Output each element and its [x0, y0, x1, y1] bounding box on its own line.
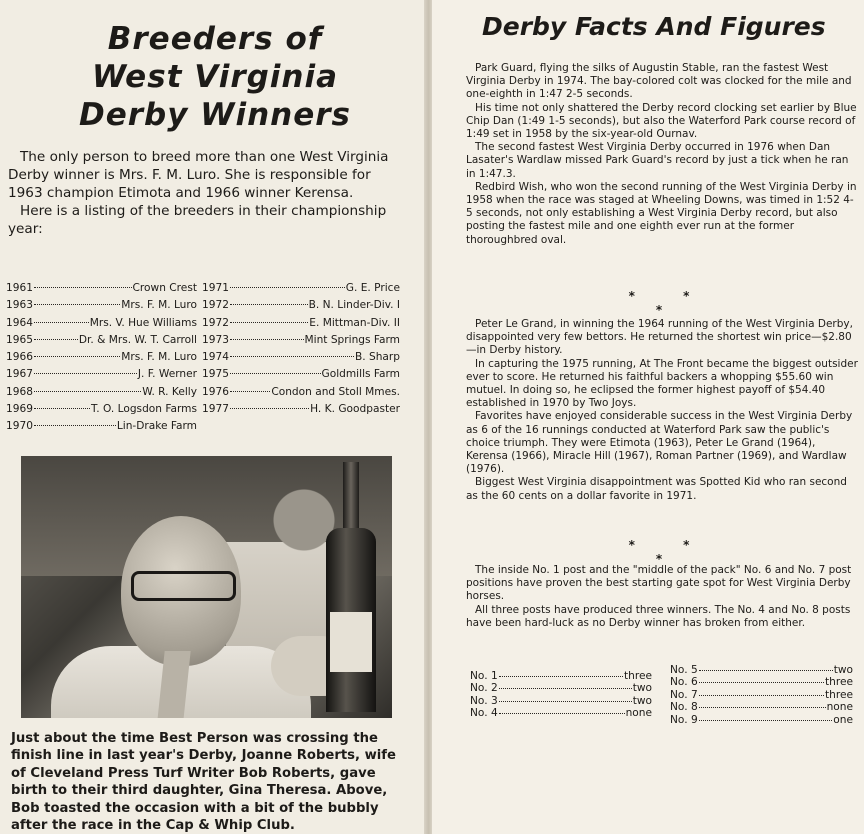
breeder-year: 1961 [6, 282, 33, 294]
title-line: Derby Winners [79, 97, 351, 133]
right-page-title: Derby Facts And Figures [482, 12, 826, 41]
breeder-year: 1963 [6, 299, 33, 312]
post-number: No. 5 [670, 664, 698, 676]
post-wins: three [623, 670, 652, 682]
list-item [470, 682, 652, 694]
post-number: No. 3 [470, 694, 498, 707]
intro-paragraph: Here is a listing of the breeders in their championship year: [8, 203, 387, 237]
intro-paragraph: The only person to breed more than one West Virginia Derby winner is Mrs. F. M. Luro. She is responsible for 1963 champion Etimota and 1966 winner Kerensa. [8, 149, 389, 201]
breeder-year: 1968 [6, 385, 33, 398]
section-divider: * * * [628, 289, 712, 317]
champagne-bottle [326, 462, 376, 712]
list-item [6, 384, 197, 401]
paragraph: In capturing the 1975 running, At The Front became the biggest outsider ever to score. He returned his faithful backers a whopping $55.60 win mutuel. In doing so, he eclipsed the former highest payoff of $54.40 established in 1970 by Two Joys. [466, 357, 858, 410]
post-number: No. 8 [670, 701, 698, 714]
breeder-name: T. O. Logsdon Farms [91, 403, 197, 416]
breeder-year: 1969 [6, 403, 33, 416]
post-number: No. 9 [670, 713, 698, 726]
paragraph: Favorites have enjoyed considerable success in the West Virginia Derby as 6 of the 16 runnings conducted at Waterford Park saw the public's choice triumph. They were Etimota (1963), Peter Le Grand (1964), Kerensa (1966), Miracle Hill (1967), Roman Partner (1969), and Wardlaw (1976). [466, 410, 853, 476]
paragraph: All three posts have produced three winners. The No. 4 and No. 8 posts have been hard-luck as no Derby winner has broken from either. [466, 603, 851, 629]
list-item [202, 280, 400, 297]
breeder-name: Mrs. V. Hue Williams [89, 316, 197, 329]
post-number: No. 2 [470, 682, 498, 695]
breeder-year: 1970 [6, 420, 33, 433]
paragraph: Redbird Wish, who won the second running of the West Virginia Derby in 1958 when the race was staged at Wheeling Downs, was timed in 1:52 4-5 seconds, not only establishing a West Virginia Derby record, but also posting the fastest mile and one eighth ever run at the former thoroughbred oval. [466, 180, 857, 246]
breeders-column-1 [6, 280, 197, 436]
list-item [6, 349, 197, 366]
post-wins: two [632, 682, 652, 695]
breeder-year: 1965 [6, 333, 33, 346]
breeder-year: 1976 [202, 385, 229, 398]
post-wins: three [824, 688, 853, 701]
list-item [202, 315, 400, 332]
breeder-name: Lin-Drake Farm [116, 420, 197, 433]
breeder-name: Mrs. F. M. Luro [121, 351, 197, 364]
breeders-column-2 [202, 280, 400, 418]
list-item [6, 297, 197, 314]
post-wins: one [833, 713, 853, 726]
list-item [6, 280, 197, 297]
breeder-year: 1972 [202, 316, 229, 329]
right-page [432, 0, 864, 834]
celebration-photo [21, 456, 392, 718]
breeder-name: Mrs. F. M. Luro [121, 299, 197, 312]
list-item [670, 676, 853, 688]
post-number: No. 1 [470, 670, 498, 682]
list-item [202, 384, 400, 401]
list-item [202, 297, 400, 314]
post-wins: two [833, 664, 853, 676]
breeder-name: G. E. Price [345, 282, 400, 294]
intro-text [8, 148, 396, 238]
breeder-name: E. Mittman-Div. II [309, 316, 400, 329]
breeder-year: 1972 [202, 299, 229, 312]
list-item [470, 670, 652, 682]
breeder-name: B. Sharp [354, 351, 400, 364]
list-item [670, 689, 853, 701]
left-page [0, 0, 426, 834]
post-number: No. 4 [470, 707, 498, 720]
paragraph: The second fastest West Virginia Derby occurred in 1976 when Dan Lasater's Wardlaw missed Park Guard's record by just a tick when he ran in 1:47.3. [466, 141, 849, 180]
paragraph: Peter Le Grand, in winning the 1964 running of the West Virginia Derby, disappointed very few bettors. He returned the shortest win price—$2.80—in Derby history. [466, 318, 853, 357]
breeder-year: 1967 [6, 368, 33, 381]
page-title [20, 20, 410, 134]
section-divider: * * * [628, 538, 712, 566]
breeder-name: Dr. & Mrs. W. T. Carroll [78, 333, 197, 346]
posts-column-2 [670, 664, 853, 726]
post-wins: none [625, 707, 652, 720]
paragraph: The inside No. 1 post and the "middle of the pack" No. 6 and No. 7 post positions have proven the best starting gate spot for West Virginia Derby horses. [466, 564, 852, 603]
breeder-name: Crown Crest [132, 282, 197, 294]
list-item [6, 401, 197, 418]
breeder-year: 1966 [6, 351, 33, 364]
posts-column-1 [470, 670, 652, 720]
list-item [670, 714, 853, 726]
post-wins: three [824, 676, 853, 689]
section-post-positions [466, 564, 858, 630]
breeder-name: Mint Springs Farm [304, 333, 400, 346]
post-number: No. 6 [670, 676, 698, 689]
list-item [670, 701, 853, 713]
post-wins: two [632, 694, 652, 707]
title-line: West Virginia [91, 59, 339, 95]
bottle-label [330, 612, 372, 672]
list-item [670, 664, 853, 676]
eyeglasses [131, 571, 236, 601]
list-item [470, 707, 652, 719]
breeder-year: 1964 [6, 316, 33, 329]
section-fastest-derby [466, 62, 858, 247]
breeder-name: H. K. Goodpaster [310, 403, 400, 416]
photo-caption: Just about the time Best Person was crossing the finish line in last year's Derby, Joanne Roberts, wife of Cleveland Press Turf Writer Bob Roberts, gave birth to their third daughter, Gina Theresa. Above, Bob toasted the occasion with a bit of the bubbly after the race in the Cap & Whip Club. [11, 731, 396, 834]
post-number: No. 7 [670, 688, 698, 701]
list-item [470, 695, 652, 707]
breeder-year: 1974 [202, 351, 229, 364]
list-item [6, 332, 197, 349]
list-item [6, 366, 197, 383]
list-item [202, 366, 400, 383]
breeder-year: 1977 [202, 403, 229, 416]
list-item [6, 418, 197, 435]
breeder-name: W. R. Kelly [142, 385, 197, 398]
breeder-year: 1971 [202, 282, 229, 294]
breeder-year: 1973 [202, 333, 229, 346]
paragraph: His time not only shattered the Derby record clocking set earlier by Blue Chip Dan (1:49 1-5 seconds), but also the Waterford Park course record of 1:49 set in 1958 by the six-year-old Ournav. [466, 101, 857, 141]
breeder-name: B. N. Linder-Div. I [308, 299, 400, 312]
section-payoffs [466, 318, 858, 503]
title-line: Breeders of [107, 21, 323, 57]
breeder-name: J. F. Werner [137, 368, 197, 381]
breeder-name: Goldmills Farm [321, 368, 400, 381]
list-item [202, 401, 400, 418]
breeder-name: Condon and Stoll Mmes. [271, 385, 400, 398]
breeder-year: 1975 [202, 368, 229, 381]
post-wins: none [826, 701, 853, 714]
paragraph: Biggest West Virginia disappointment was Spotted Kid who ran second as the 60 cents on a dollar favorite in 1971. [466, 476, 847, 502]
list-item [202, 332, 400, 349]
paragraph: Park Guard, flying the silks of Augustin Stable, ran the fastest West Virginia Derby in 1974. The bay-colored colt was clocked for the mile and one-eighth in 1:47 2-5 seconds. [466, 62, 852, 101]
list-item [202, 349, 400, 366]
list-item [6, 315, 197, 332]
